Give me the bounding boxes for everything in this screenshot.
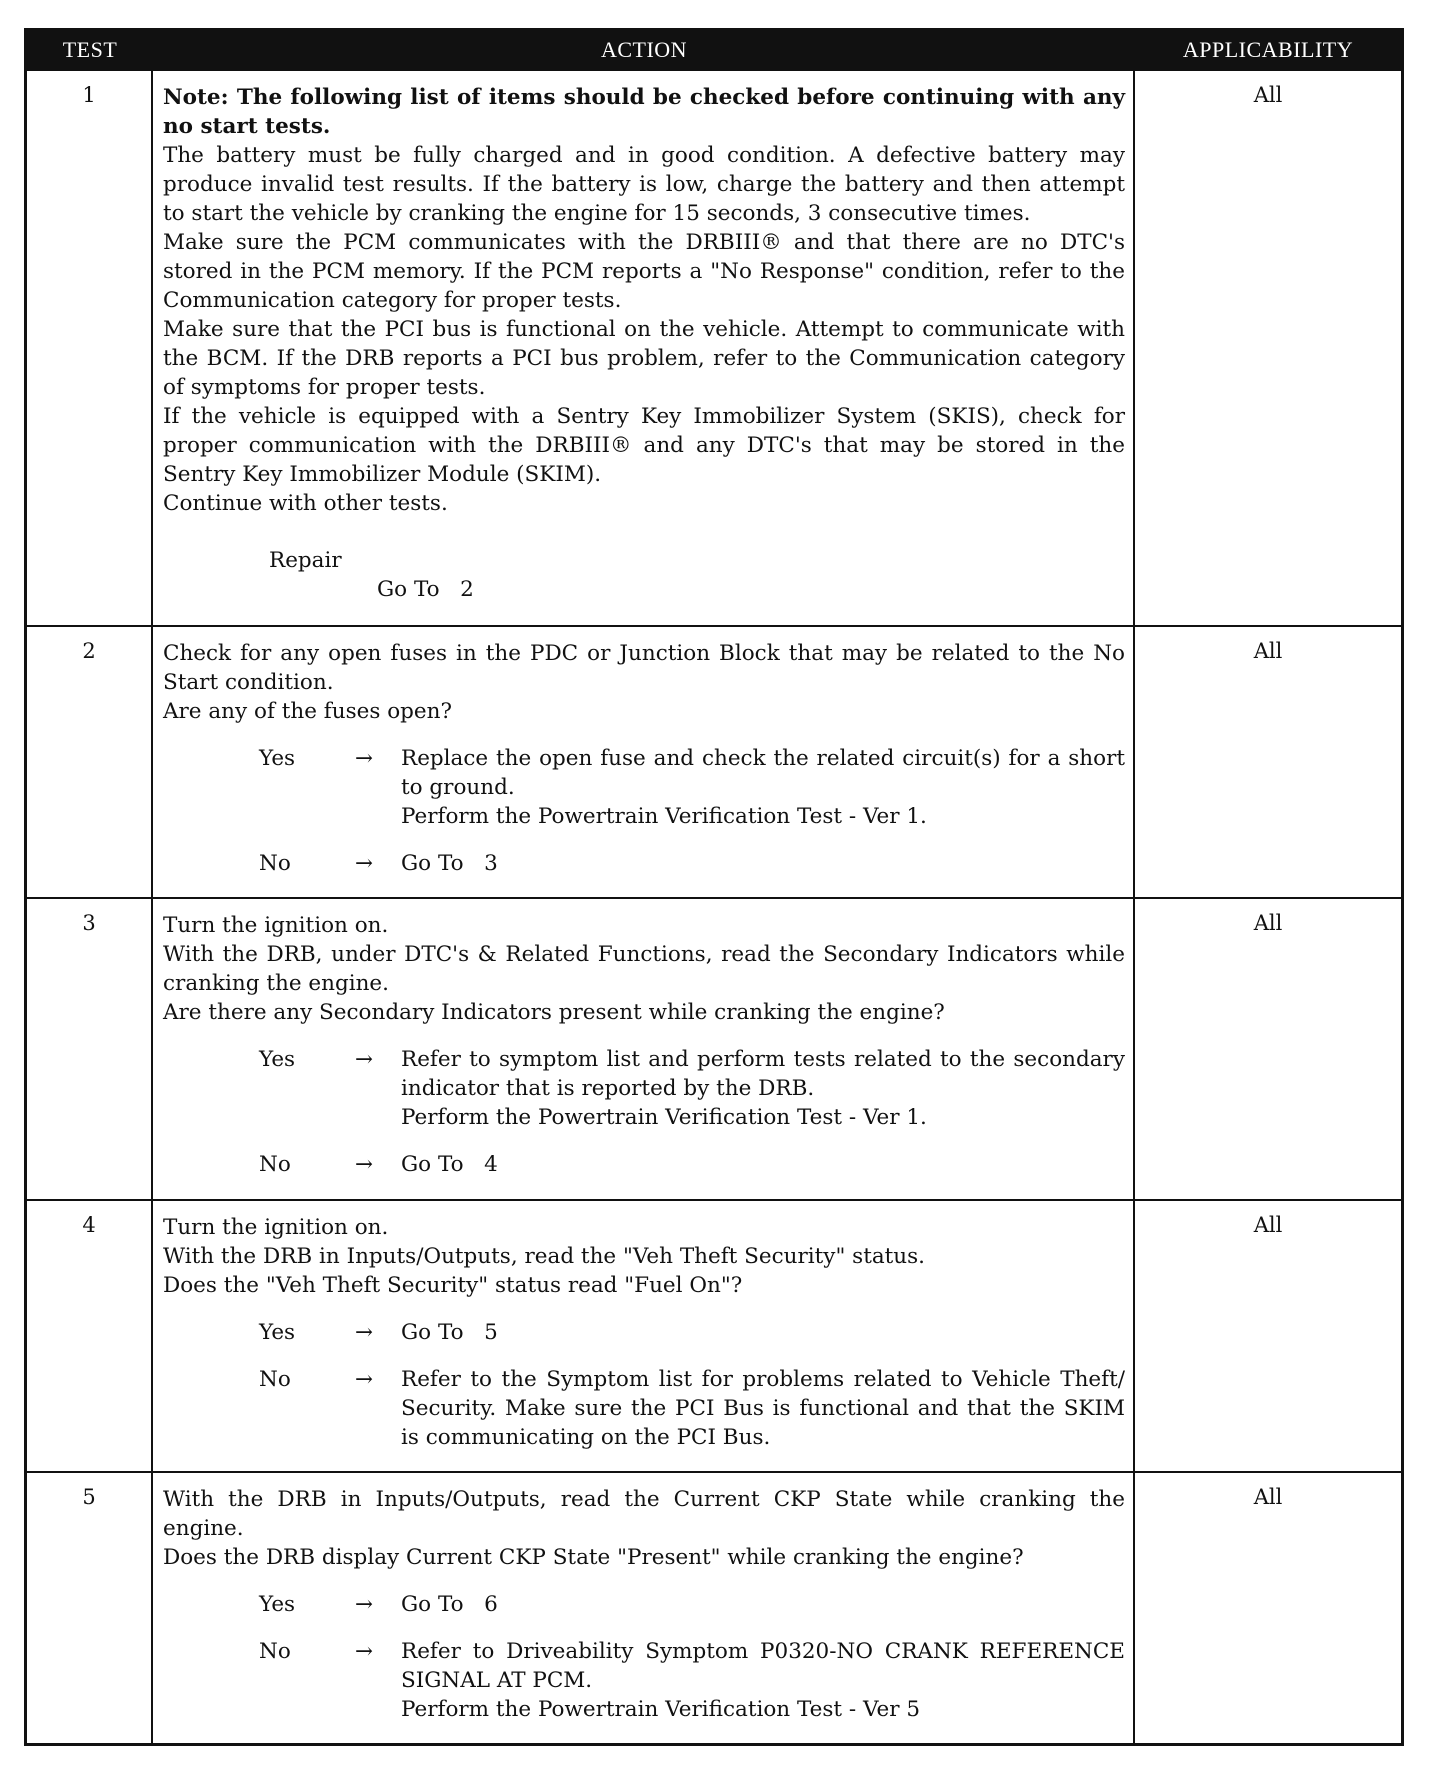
action-cell [153,1201,1135,1471]
table-row [27,1471,1401,1745]
action-cell [153,1473,1135,1745]
no-branch [163,1150,1125,1179]
no-branch [163,849,1125,878]
no-text: Go To 4 [401,1152,498,1177]
yes-branch [163,1590,1125,1619]
action-question: Does the "Veh Theft Security" status read "Fuel On"? [163,1273,743,1298]
yes-text [401,1045,1125,1132]
header-applicability: APPLICABILITY [1182,37,1354,62]
arrow-icon: → [355,1367,374,1392]
no-text [401,1637,1125,1724]
no-branch [163,1637,1125,1724]
action-paragraph: Turn the ignition on. [163,1215,389,1240]
table-header [27,31,1401,69]
arrow-icon: → [355,851,374,876]
action-paragraph: Make sure the PCM communicates with the DRBIII® and that there are no DTC's stored in the PCM memory. If the PCM reports a "No Response" condition, refer to the Communication category for proper tests. [163,230,1125,313]
applicability-value: All [1253,911,1283,935]
action-paragraph: With the DRB in Inputs/Outputs, read the Current CKP State while cranking the engine. [163,1487,1125,1541]
yes-text-line: Perform the Powertrain Verification Test - Ver 1. [401,804,927,829]
yes-label: Yes [259,1047,296,1072]
action-cell [153,899,1135,1199]
action-question: Are any of the fuses open? [163,699,453,724]
arrow-icon: → [355,746,374,771]
action-paragraph: Turn the ignition on. [163,913,389,938]
yes-text-line: Refer to symptom list and perform tests related to the secondary indicator that is reported by the DRB. [401,1047,1125,1101]
table-row [27,1199,1401,1471]
no-label: No [259,1152,291,1177]
action-paragraph: Continue with other tests. [163,491,448,516]
action-paragraph: The battery must be fully charged and in good condition. A defective battery may produce invalid test results. If the battery is low, charge the battery and then attempt to start the vehicle by cranking the engine for 15 seconds, 3 consecutive times. [163,143,1125,226]
yes-label: Yes [259,1320,296,1345]
repair-label: Repair [269,548,342,573]
arrow-icon: → [355,1047,374,1072]
table-row [27,69,1401,625]
header-test: TEST [62,37,118,62]
yes-text: Go To 5 [401,1320,498,1345]
no-label: No [259,1367,291,1392]
action-paragraph: With the DRB in Inputs/Outputs, read the "Veh Theft Security" status. [163,1244,926,1269]
yes-label: Yes [259,1592,296,1617]
no-text-line: Refer to Driveability Symptom P0320-NO CRANK REFERENCE SIGNAL AT PCM. [401,1639,1125,1693]
no-label: No [259,1639,291,1664]
action-question: Are there any Secondary Indicators present while cranking the engine? [163,1000,945,1025]
test-number: 2 [27,627,153,897]
action-paragraph: Check for any open fuses in the PDC or Junction Block that may be related to the No Start condition. [163,641,1125,695]
arrow-icon: → [355,1639,374,1664]
action-paragraph: Make sure that the PCI bus is functional on the vehicle. Attempt to communicate with the BCM. If the DRB reports a PCI bus problem, refer to the Communication category of symptoms for proper tests. [163,317,1125,400]
applicability-value: All [1253,1213,1283,1237]
arrow-icon: → [355,1320,374,1345]
test-number: 5 [27,1473,153,1745]
arrow-icon: → [355,1152,374,1177]
no-text-line: Perform the Powertrain Verification Test - Ver 5 [401,1697,921,1722]
header-action: ACTION [600,37,688,62]
no-branch [163,1365,1125,1452]
diagnostic-table [24,28,1404,1746]
no-text: Go To 3 [401,851,498,876]
test-number: 1 [27,71,153,625]
yes-branch [163,744,1125,831]
repair-goto: Go To 2 [377,577,474,602]
table-row [27,625,1401,897]
note-text: Note: The following list of items should be checked before continuing with any no start tests. [163,85,1125,139]
no-label: No [259,851,291,876]
applicability-value: All [1253,83,1283,107]
applicability-value: All [1253,639,1283,663]
action-paragraph: With the DRB, under DTC's & Related Functions, read the Secondary Indicators while cranking the engine. [163,942,1125,996]
yes-label: Yes [259,746,296,771]
arrow-icon: → [355,1592,374,1617]
yes-text-line: Replace the open fuse and check the related circuit(s) for a short to ground. [401,746,1125,800]
action-cell [153,71,1135,625]
test-number: 4 [27,1201,153,1471]
action-question: Does the DRB display Current CKP State "Present" while cranking the engine? [163,1545,1024,1570]
test-number: 3 [27,899,153,1199]
action-cell [153,627,1135,897]
yes-text [401,744,1125,831]
yes-text-line: Perform the Powertrain Verification Test - Ver 1. [401,1105,927,1130]
yes-branch [163,1318,1125,1347]
action-paragraph: If the vehicle is equipped with a Sentry Key Immobilizer System (SKIS), check for proper communication with the DRBIII® and any DTC's that may be stored in the Sentry Key Immobilizer Module (SKIM). [163,404,1125,487]
yes-branch [163,1045,1125,1132]
no-text: Refer to the Symptom list for problems related to Vehicle Theft/ Security. Make sure the PCI Bus is functional and that the SKIM is communicating on the PCI Bus. [401,1367,1125,1450]
table-row [27,897,1401,1199]
yes-text: Go To 6 [401,1592,498,1617]
applicability-value: All [1253,1485,1283,1509]
